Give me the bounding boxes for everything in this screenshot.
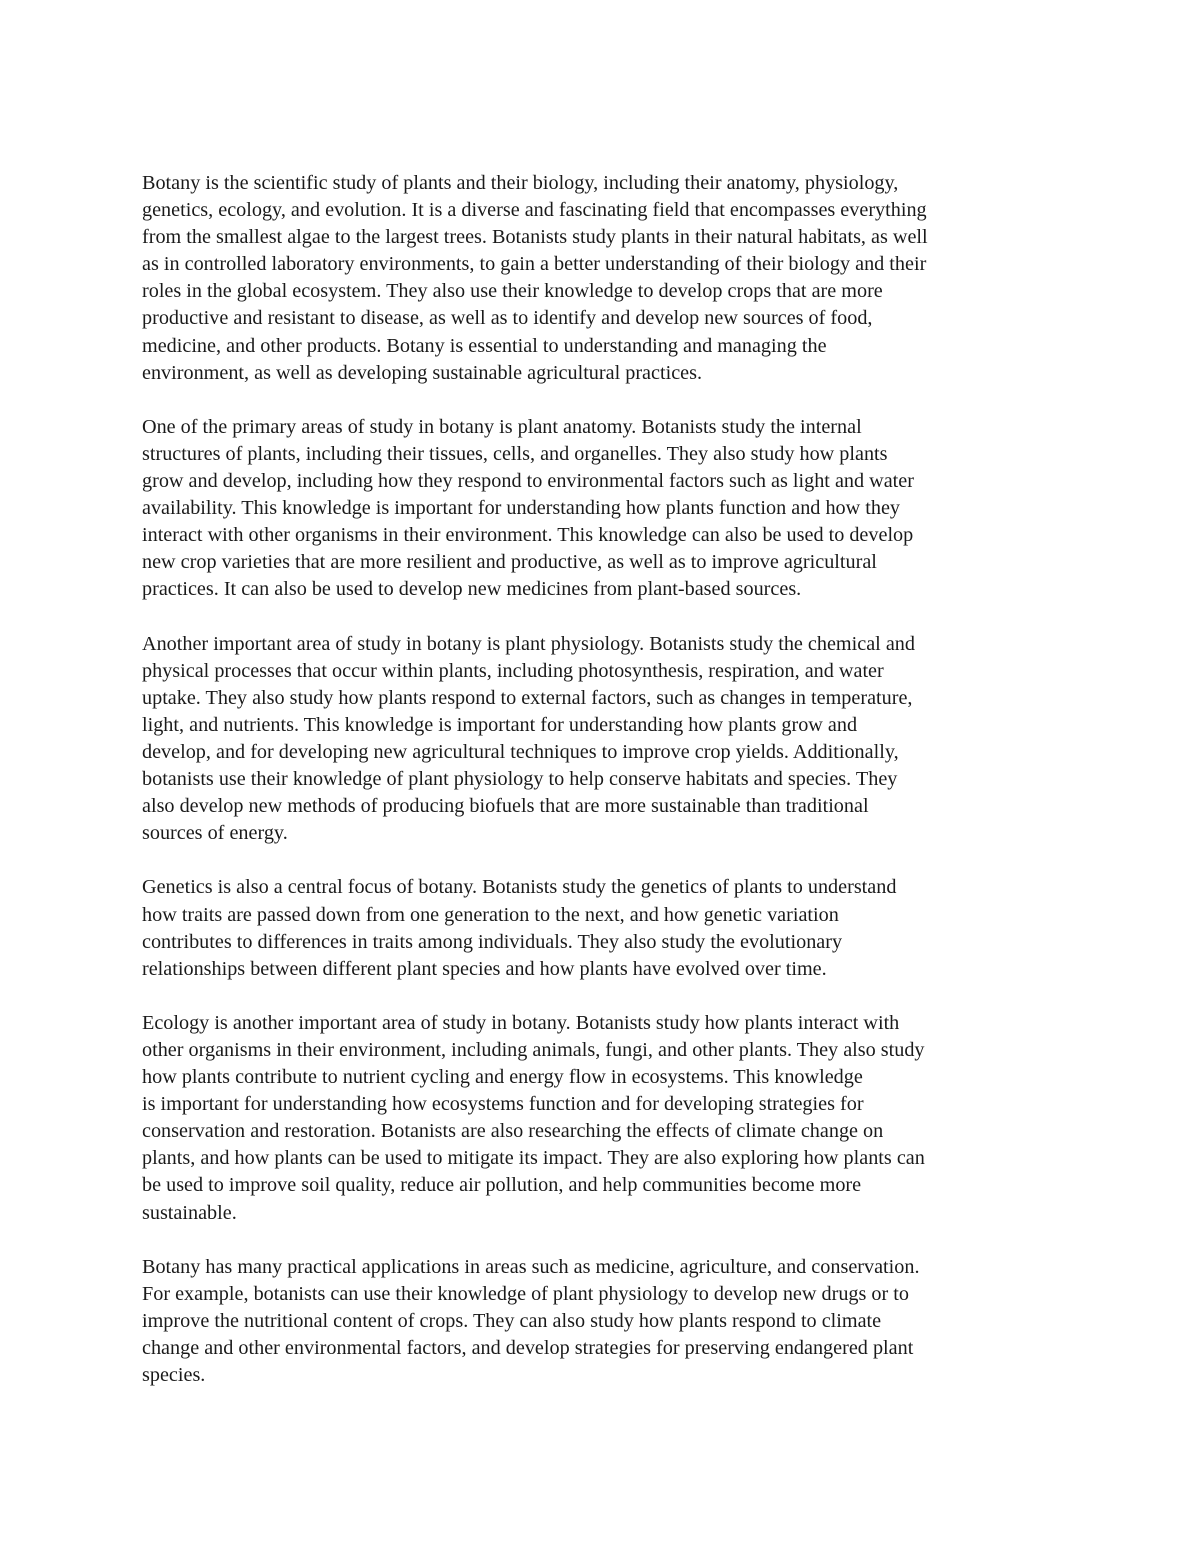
document-body [142, 170, 1062, 1416]
text-line: sources of energy. [142, 822, 288, 845]
text-line: contributes to differences in traits among individuals. They also study the evolutionary [142, 930, 843, 953]
text-line: how traits are passed down from one generation to the next, and how genetic variation [142, 903, 839, 926]
text-line: how plants contribute to nutrient cycling and energy flow in ecosystems. This knowledge [142, 1066, 863, 1089]
text-line: physical processes that occur within plants, including photosynthesis, respiration, and water [142, 659, 884, 682]
text-line: also develop new methods of producing biofuels that are more sustainable than traditional [142, 795, 869, 818]
paragraph-genetics [142, 874, 1062, 982]
text-line: new crop varieties that are more resilient and productive, as well as to improve agricultural [142, 551, 877, 574]
paragraph-plant-anatomy [142, 414, 1062, 604]
text-line: as in controlled laboratory environments, to gain a better understanding of their biology and their [142, 253, 927, 276]
text-line: environment, as well as developing sustainable agricultural practices. [142, 361, 703, 384]
text-line: relationships between different plant species and how plants have evolved over time. [142, 957, 827, 980]
text-line: sustainable. [142, 1201, 237, 1224]
text-line: grow and develop, including how they respond to environmental factors such as light and water [142, 470, 914, 493]
text-line: productive and resistant to disease, as well as to identify and develop new sources of food, [142, 307, 873, 330]
paragraph-ecology [142, 1010, 1062, 1227]
text-line: interact with other organisms in their environment. This knowledge can also be used to develop [142, 524, 914, 547]
text-line: Botany has many practical applications in areas such as medicine, agriculture, and conservation. [142, 1255, 920, 1278]
text-line: from the smallest algae to the largest trees. Botanists study plants in their natural habitats, as well [142, 226, 928, 249]
text-line: species. [142, 1364, 206, 1387]
text-line: structures of plants, including their tissues, cells, and organelles. They also study how plants [142, 442, 888, 465]
text-line: practices. It can also be used to develop new medicines from plant-based sources. [142, 578, 802, 601]
text-line: medicine, and other products. Botany is essential to understanding and managing the [142, 334, 827, 357]
text-line: other organisms in their environment, including animals, fungi, and other plants. They also study [142, 1039, 925, 1061]
paragraph-applications [142, 1254, 1062, 1389]
text-line: plants, and how plants can be used to mitigate its impact. They are also exploring how plants can [142, 1147, 925, 1170]
text-line: Botany is the scientific study of plants and their biology, including their anatomy, physiology, [142, 172, 899, 194]
paragraph-plant-physiology [142, 631, 1062, 848]
text-line: availability. This knowledge is important for understanding how plants function and how they [142, 497, 901, 520]
text-line: is important for understanding how ecosystems function and for developing strategies for [142, 1093, 864, 1116]
text-line: conservation and restoration. Botanists are also researching the effects of climate change on [142, 1120, 884, 1143]
text-line: uptake. They also study how plants respond to external factors, such as changes in temperature, [142, 686, 913, 709]
text-line: genetics, ecology, and evolution. It is a diverse and fascinating field that encompasses everything [142, 199, 927, 222]
text-line: Genetics is also a central focus of botany. Botanists study the genetics of plants to understand [142, 876, 897, 899]
paragraph-botany-intro [142, 170, 1062, 387]
text-line: One of the primary areas of study in botany is plant anatomy. Botanists study the internal [142, 415, 862, 438]
text-line: be used to improve soil quality, reduce air pollution, and help communities become more [142, 1174, 862, 1197]
text-line: improve the nutritional content of crops. They can also study how plants respond to climate [142, 1309, 882, 1332]
text-line: light, and nutrients. This knowledge is important for understanding how plants grow and [142, 713, 858, 736]
text-line: Ecology is another important area of study in botany. Botanists study how plants interact with [142, 1011, 900, 1034]
text-line: develop, and for developing new agricultural techniques to improve crop yields. Additionally, [142, 740, 899, 763]
text-line: change and other environmental factors, and develop strategies for preserving endangered plant [142, 1337, 914, 1360]
text-line: For example, botanists can use their knowledge of plant physiology to develop new drugs or to [142, 1282, 909, 1305]
text-line: roles in the global ecosystem. They also use their knowledge to develop crops that are more [142, 280, 883, 303]
text-line: Another important area of study in botany is plant physiology. Botanists study the chemical and [142, 632, 915, 655]
text-line: botanists use their knowledge of plant physiology to help conserve habitats and species. They [142, 768, 898, 791]
